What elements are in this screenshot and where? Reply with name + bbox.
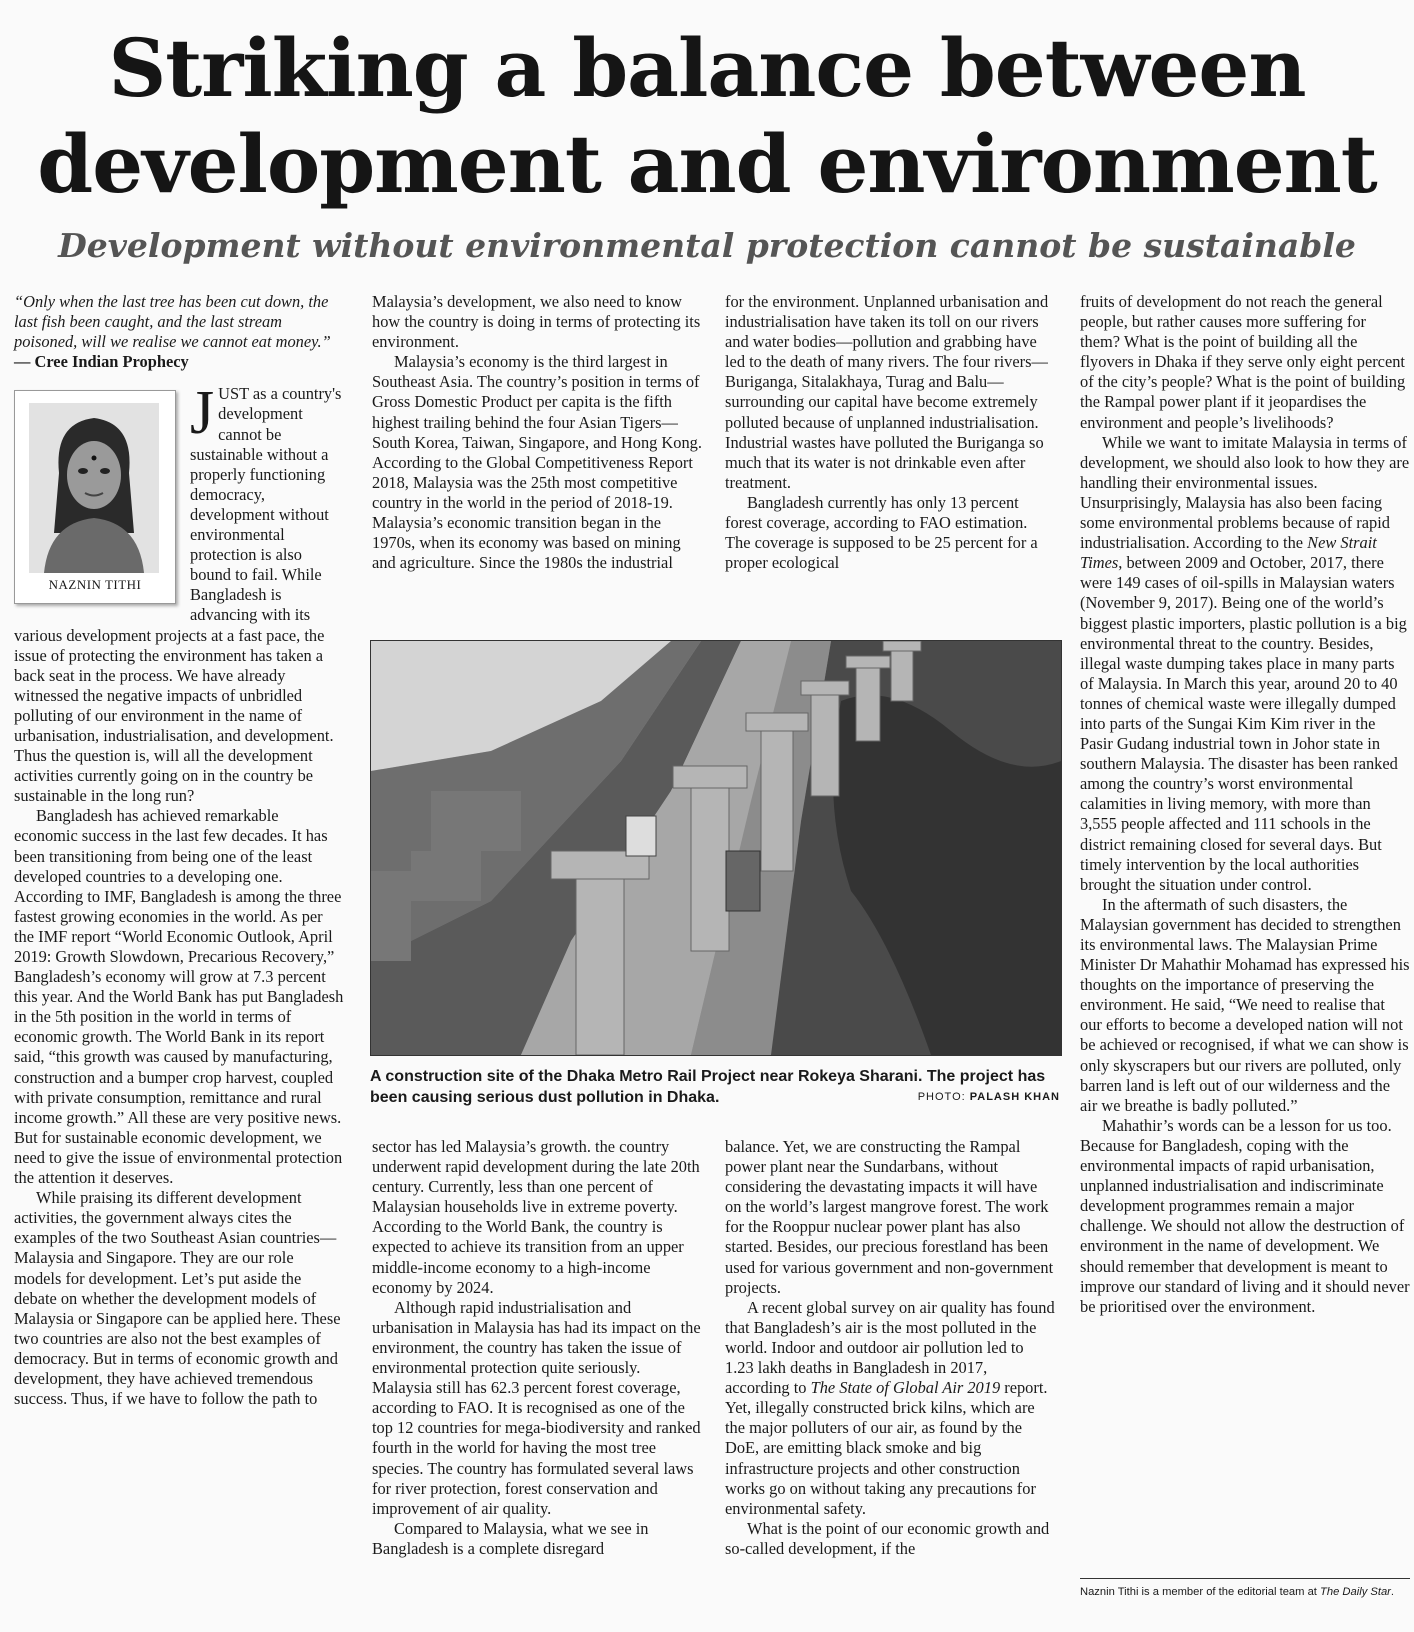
intro-text: UST as a country's development cannot be sustainable without a properly functioning democracy, development without environmental protection is also bound to fail. While Bangladesh is advancing with its various development projects at a fast pace, the issue of protecting the environment has taken a back seat in the process. We have already witnessed the negative impacts of unbridled polluting of our environment in the name of urbanisation, industrialisation, and development. Thus the question is, will all the development activities currently going on in the country be sustainable in the long run? xyxy=(14,384,342,806)
newspaper-name: The Daily Star xyxy=(1320,1586,1391,1598)
author-portrait-icon xyxy=(29,403,159,573)
metro-rail-photo xyxy=(370,640,1062,1056)
credit-name: PALASH KHAN xyxy=(969,1091,1060,1103)
column-2-top xyxy=(372,292,702,573)
epigraph-text: “Only when the last tree has been cut down, the last fish been caught, and the last stream poisoned, will we realise we cannot eat money.” xyxy=(14,292,331,352)
photo-credit xyxy=(918,1087,1060,1108)
paragraph-text: report. Yet, illegally constructed brick kilns, which are the major polluters of our air, as found by the DoE, are emitting black smoke and big infrastructure projects and other construction works go on without taking any precautions for environmental safety. xyxy=(725,1378,1048,1518)
epigraph xyxy=(14,292,344,372)
paragraph-text: While we want to imitate Malaysia in terms of development, we should also look to how they are handling their environmental issues. Unsurprisingly, Malaysia has also been facing some environmental problems because of rapid industrialisation. According to the xyxy=(1080,432,1410,553)
paragraph: fruits of development do not reach the general people, but rather causes more suffering for them? What is the point of building all the flyovers in Dhaka if they serve only eight percent of the city’s people? What is the point of building the Rampal power plant if it jeopardises the environment and people’s livelihoods? xyxy=(1080,292,1406,432)
paragraph: Although rapid industrialisation and urbanisation in Malaysia has had its impact on the environment, the country has taken the issue of environmental protection quite seriously. Malaysia still has 62.3 percent forest coverage, according to FAO. It is recognised as one of the top 12 countries for mega-biodiversity and ranked fourth in the world for having the most tree species. The country has formulated several laws for river protection, forest conservation and improvement of air quality. xyxy=(372,1297,701,1518)
paragraph xyxy=(1080,433,1410,895)
author-byline-box xyxy=(14,390,176,604)
report-title: The State of Global Air 2019 xyxy=(810,1378,1001,1398)
credit-label: PHOTO: xyxy=(917,1091,970,1103)
paragraph: Malaysia’s development, we also need to know how the country is doing in terms of protecting its environment. xyxy=(372,292,701,352)
caption-text: A construction site of the Dhaka Metro Rail Project near Rokeya Sharani. The project has been causing serious dust pollution in Dhaka. xyxy=(370,1068,1046,1106)
paragraph: What is the point of our economic growth and so-called development, if the xyxy=(725,1518,1050,1558)
author-photo xyxy=(29,403,159,573)
paragraph: Bangladesh currently has only 13 percent forest coverage, according to FAO estimation. The coverage is supposed to be 25 percent for a proper ecological xyxy=(725,492,1038,573)
subheadline: Development without environmental protection cannot be sustainable xyxy=(58,226,1356,265)
paragraph: balance. Yet, we are constructing the Rampal power plant near the Sundarbans, without considering the devastating impacts it will have on the world’s largest mangrove forest. The work for the Rooppur nuclear power plant has also started. Besides, our precious forestland has been used for various government and non-government projects. xyxy=(725,1137,1054,1297)
paragraph: While praising its different development activities, the government always cites the examples of the two Southeast Asian countries—Malaysia and Singapore. They are our role models for development. Let’s put aside the debate on whether the development models of Malaysia or Singapore can be applied here. These two countries are also not the best examples of democracy. But in terms of economic growth and development, they have achieved tremendous success. Thus, if we have to follow the path to xyxy=(14,1188,341,1409)
paragraph: sector has led Malaysia’s growth. the country underwent rapid development during the late 20th century. Currently, less than one percent of Malaysian households live in extreme poverty. According to the World Bank, the country is expected to achieve its transition from an upper middle-income economy to a high-income economy by 2024. xyxy=(372,1137,700,1297)
paragraph: for the environment. Unplanned urbanisation and industrialisation have taken its toll on our rivers and water bodies—pollution and grabbing have led to the death of many rivers. The four rivers—Buriganga, Sitalakhaya, Turag and Balu—surrounding our capital have become extremely polluted because of unplanned industrialisation. Industrial wastes have polluted the Buriganga so much that its water is not drinkable even after treatment. xyxy=(725,292,1049,492)
construction-site-photo-icon xyxy=(371,641,1061,1055)
bio-text: Naznin Tithi is a member of the editorial team at xyxy=(1080,1586,1321,1598)
publication-title: New Strait Times xyxy=(1080,533,1377,573)
author-bio xyxy=(1080,1585,1410,1599)
column-1 xyxy=(14,292,344,1409)
paragraph xyxy=(725,1298,1055,1519)
column-3-top xyxy=(725,292,1055,573)
paragraph: Bangladesh has achieved remarkable economic success in the last few decades. It has been transitioning from being one of the least developed countries to a developing one. According to IMF, Bangladesh is among the three fastest growing economies in the world. As per the IMF report “World Economic Outlook, April 2019: Growth Slowdown, Precarious Recovery,” Bangladesh’s economy will grow at 7.3 percent this year. And the World Bank has put Bangladesh in the 5th position in the world in terms of economic growth. The World Bank in its report said, “this growth was caused by manufacturing, construction and a bumper crop harvest, coupled with private consumption, remittance and rural income growth.” All these are very positive news. But for sustainable economic development, we need to give the issue of environmental protection the attention it deserves. xyxy=(14,806,344,1188)
bio-end: . xyxy=(1390,1586,1395,1598)
column-2-bottom xyxy=(372,1137,702,1559)
author-name: NAZNIN TITHI xyxy=(48,577,142,593)
epigraph-source: — Cree Indian Prophecy xyxy=(14,352,189,372)
paragraph: Malaysia’s economy is the third largest in Southeast Asia. The country’s position in terms of Gross Domestic Product per capita is the fifth highest trailing behind the four Asian Tigers—South Korea, Taiwan, Singapore, and Hong Kong. According to the Global Competitiveness Report 2018, Malaysia was the 25th most competitive country in the world in the period of 2018-19. Malaysia’s economic transition began in the 1970s, when its economy was based on mining and agriculture. Since the 1980s the industrial xyxy=(372,352,702,573)
paragraph-text: A recent global survey on air quality has found that Bangladesh’s air is the most polluted in the world. Indoor and outdoor air pollution led to 1.23 lakh deaths in Bangladesh in 2017, according to xyxy=(725,1297,1055,1398)
paragraph-text: , between 2009 and October, 2017, there were 149 cases of oil-spills in Malaysian waters (November 9, 2017). Being one of the world’s biggest plastic importers, plastic pollution is a big environmental threat to the country. Besides, illegal waste dumping takes place in many parts of Malaysia. In March this year, around 20 to 40 tonnes of chemical waste were illegally dumped into parts of the Sungai Kim Kim river in the Pasir Gudang industrial town in Johor state in southern Malaysia. The disaster has been ranked among the country’s worst environmental calamities in living memory, with more than 3,555 people affected and 111 schools in the district remaining closed for several days. But timely intervention by the local authorities brought the situation under control. xyxy=(1080,553,1407,894)
drop-cap: J xyxy=(190,379,215,448)
column-3-bottom xyxy=(725,1137,1055,1559)
paragraph: Mahathir’s words can be a lesson for us too. Because for Bangladesh, coping with the environmental impacts of rapid urbanisation, unplanned industrialisation and indiscriminate development programmes remain a major challenge. We should not allow the destruction of environment in the name of development. We should remember that development is meant to improve our standard of living and it should never be prioritised over the environment. xyxy=(1080,1115,1410,1316)
photo-caption xyxy=(370,1066,1060,1108)
headline: Striking a balance between development and environment xyxy=(37,21,1377,211)
column-4 xyxy=(1080,292,1410,1317)
bio-divider xyxy=(1080,1578,1410,1579)
paragraph: Compared to Malaysia, what we see in Bangladesh is a complete disregard xyxy=(372,1518,649,1558)
paragraph: In the aftermath of such disasters, the Malaysian government has decided to strengthen its environmental laws. The Malaysian Prime Minister Dr Mahathir Mohamad has expressed his thoughts on the importance of preserving the environment. He said, “We need to realise that our efforts to become a developed nation will not be achieved or recognised, if what we can show is only skyscrapers but our rivers are polluted, only barren land is left out of our wilderness and the air we breathe is badly polluted.” xyxy=(1080,894,1410,1115)
